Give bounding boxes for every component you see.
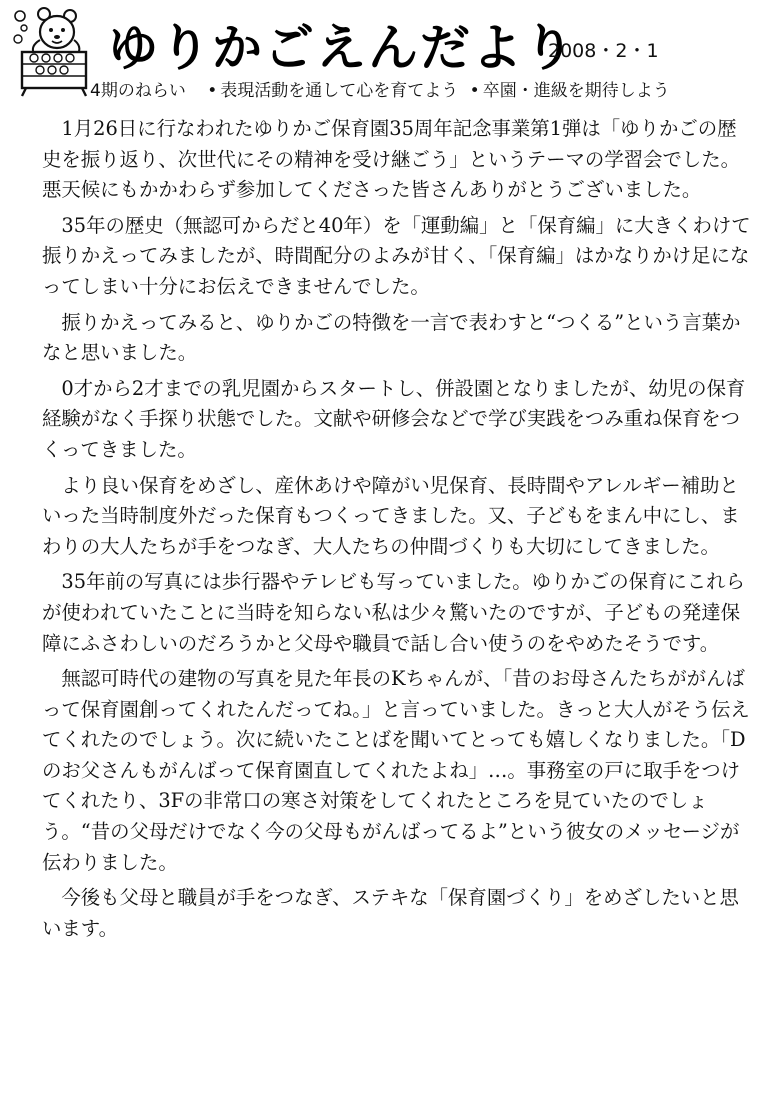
article-body: [42, 114, 754, 949]
bear-in-cradle-icon: [12, 6, 92, 98]
paragraph: より良い保育をめざし、産休あけや障がい児保育、長時間やアレルギー補助といった当時制度外だった保育もつくってきました。又、子どもをまん中にし、まわりの大人たちが手をつなぎ、大人たちの仲間づくりも大切にしてきました。: [42, 473, 740, 558]
paragraph: 今後も父母と職員が手をつなぎ、ステキな「保育園づくり」をめざしたいと思います。: [42, 886, 739, 940]
term-aims: [90, 76, 670, 101]
paragraph: 1月26日に行なわれたゆりかご保育園35周年記念事業第1弾は「ゆりかごの歴史を振り返り、次世代にその精神を受け継ごう」というテーマの学習会でした。悪天候にもかかわらず参加してくださった皆さんありがとうございました。: [42, 117, 741, 202]
issue-date: 2008・2・1: [548, 40, 659, 62]
paragraph: 35年前の写真には歩行器やテレビも写っていました。ゆりかごの保育にこれらが使われていたことに当時を知らない私は少々驚いたのですが、子どもの発達保障にふさわしいのだろうかと父母や職員で話し合い使うのをやめたそうです。: [42, 570, 745, 655]
newsletter-title: ゆりかごえんだより: [108, 19, 576, 77]
paragraph: 0才から2才までの乳児園からスタートし、併設園となりましたが、幼児の保育経験がなく手探り状態でした。文献や研修会などで学び実践をつみ重ね保育をつくってきました。: [42, 376, 746, 461]
paragraph: 35年の歴史（無認可からだと40年）を「運動編」と「保育編」に大きくわけて振りかえってみましたが、時間配分のよみが甘く、「保育編」はかなりかけ足になってしまい十分にお伝えできませんでした。: [42, 213, 751, 298]
paragraph: 振りかえってみると、ゆりかごの特徴を一言で表わすと“つくる”という言葉かなと思いました。: [42, 310, 741, 365]
aim-item: • 表現活動を通して心を育てよう: [207, 81, 458, 101]
paragraph: 無認可時代の建物の写真を見た年長のKちゃんが、「昔のお母さんたちががんばって保育園創ってくれたんだってね。」と言っていました。きっと大人がそう伝えてくれたのでしょう。次に続いたことばを聞いてとっても嬉しくなりました。「Dのお父さんもがんばって保育園直してくれたよね」…。事務室の戸に取手をつけてくれたり、3Fの非常口の寒さ対策をしてくれたところを見ていたのでしょう。“昔の父母だけでなく今の父母もがんばってるよ”という彼女のメッセージが伝わりました。: [42, 667, 750, 874]
newsletter-header: [0, 0, 770, 115]
aims-label: 4期のねらい: [90, 81, 186, 101]
aim-item: • 卒園・進級を期待しよう: [470, 81, 670, 101]
